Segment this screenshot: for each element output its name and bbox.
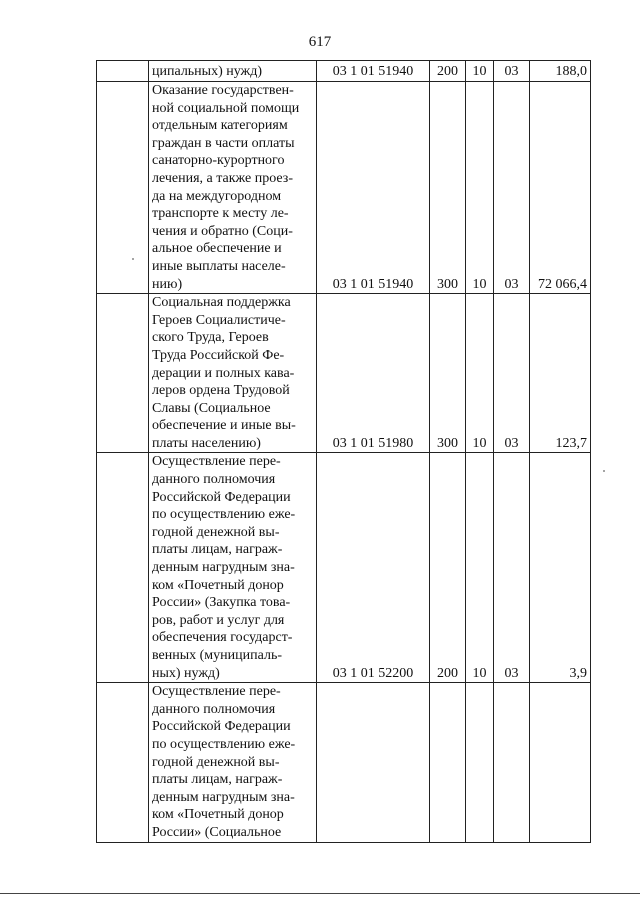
expense-type-cell: 300 [430,294,466,453]
table-row [97,82,591,294]
amount-cell: 123,7 [530,294,591,453]
table-row [97,453,591,683]
amount-cell: 188,0 [530,61,591,82]
amount-cell: 3,9 [530,453,591,683]
expense-type-cell [430,683,466,842]
budget-table-body [97,61,591,843]
target-article-code-cell [317,683,430,842]
target-article-code-cell: 03 1 01 52200 [317,453,430,683]
row-number-cell [97,294,149,453]
section-cell: 10 [466,453,494,683]
subsection-cell [494,683,530,842]
row-number-cell [97,453,149,683]
item-name-cell: Осуществление пере- данного полномочия Российской Федерации по осуществлению еже- годной денежной вы- платы лицам, награж- денным нагрудным зна- ком «Почетный донор России» (Закупка това- ров, работ и услуг для обеспечения государст- венных (муниципаль- ных) нужд) [149,453,317,683]
subsection-cell: 03 [494,453,530,683]
subsection-cell: 03 [494,82,530,294]
row-number-cell [97,82,149,294]
table-row [97,683,591,842]
section-cell: 10 [466,82,494,294]
expense-type-cell: 300 [430,82,466,294]
row-number-cell [97,61,149,82]
amount-cell [530,683,591,842]
section-cell [466,683,494,842]
target-article-code-cell: 03 1 01 51940 [317,61,430,82]
scan-speck [132,258,134,260]
page-bottom-rule [0,893,640,894]
amount-cell: 72 066,4 [530,82,591,294]
scan-speck [603,470,605,472]
item-name-cell: Социальная поддержка Героев Социалистиче- ского Труда, Героев Труда Российской Фе- дерации и полных кава- леров ордена Трудовой Славы (Социальное обеспечение и иные вы- платы населению) [149,294,317,453]
budget-table [96,60,591,843]
target-article-code-cell: 03 1 01 51980 [317,294,430,453]
expense-type-cell: 200 [430,61,466,82]
subsection-cell: 03 [494,61,530,82]
table-row [97,294,591,453]
expense-type-cell: 200 [430,453,466,683]
table-row [97,61,591,82]
item-name-cell: Осуществление пере- данного полномочия Российской Федерации по осуществлению еже- годной денежной вы- платы лицам, награж- денным нагрудным зна- ком «Почетный донор России» (Социальное [149,683,317,842]
page-number: 617 [308,34,332,50]
section-cell: 10 [466,294,494,453]
item-name-cell: ципальных) нужд) [149,61,317,82]
item-name-cell: Оказание государствен- ной социальной помощи отдельным категориям граждан в части оплаты санаторно-курортного лечения, а также проез- да на междугородном транспорте к месту ле- чения и обратно (Соци- альное обеспечение и иные выплаты населе- нию) [149,82,317,294]
row-number-cell [97,683,149,842]
section-cell: 10 [466,61,494,82]
target-article-code-cell: 03 1 01 51940 [317,82,430,294]
subsection-cell: 03 [494,294,530,453]
